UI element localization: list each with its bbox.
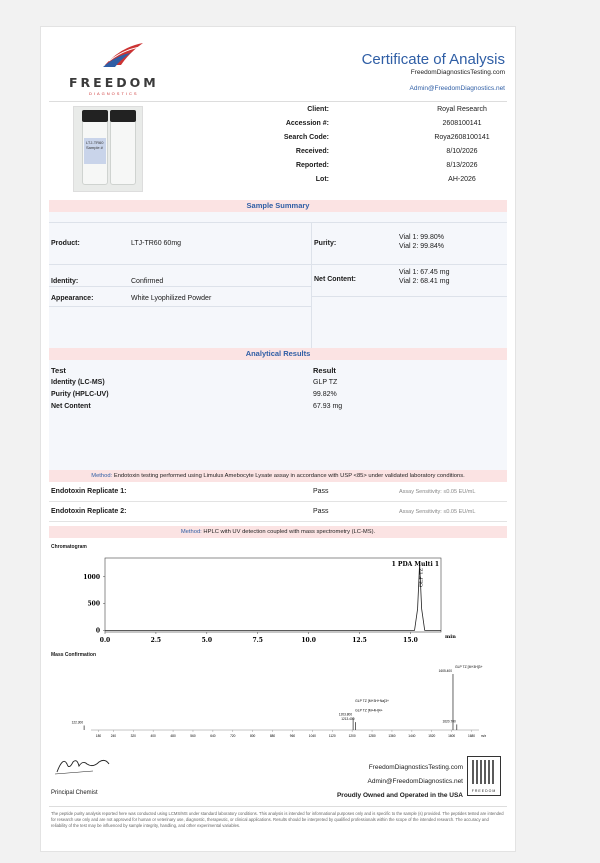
- mass-x-tick-label: 180: [95, 734, 102, 738]
- appearance-label: Appearance:: [51, 295, 94, 302]
- vial-label: LTJ-TR60 Sample #: [84, 138, 106, 164]
- mass-x-tick-label: 960: [289, 734, 296, 738]
- vial-image: [110, 117, 136, 185]
- plot-frame: [105, 558, 441, 632]
- x-tick-label: 0.0: [99, 637, 111, 644]
- hplc-method: Method: HPLC with UV detection coupled with mass spectrometry (LC-MS).: [49, 526, 507, 538]
- header-site[interactable]: FreedomDiagnosticsTesting.com: [410, 69, 505, 76]
- purity-vial-1: Vial 1: 99.80%: [399, 234, 445, 241]
- product-value: LTJ-TR60 60mg: [131, 240, 182, 247]
- mass-x-tick-label: 1680: [467, 734, 476, 738]
- info-row: Lot: AH-2026: [315, 176, 476, 183]
- mass-peak-label: 122.300: [71, 720, 84, 725]
- header: [49, 33, 507, 101]
- footer-ownership: Proudly Owned and Operated in the USA: [336, 792, 463, 799]
- freedom-logo: [69, 39, 159, 95]
- identity-label: Identity:: [51, 278, 79, 285]
- chemist-role: Principal Chemist: [51, 790, 98, 796]
- x-tick-label: 15.0: [403, 637, 418, 644]
- mass-peak-label: 1203.800: [338, 712, 353, 717]
- endotoxin-method: Method: Endotoxin testing performed using Limulus Amebocyte Lysate assay in accordance with USP <85> under validated laboratory conditions.: [49, 470, 507, 482]
- certificate-sheet: [40, 26, 516, 852]
- sample-info: [49, 102, 507, 200]
- info-row: Received: 8/10/2026: [295, 148, 478, 155]
- table-row: Identity (LC-MS) GLP TZ: [51, 379, 338, 386]
- endotoxin-row: Endotoxin Replicate 2: Pass Assay Sensitivity: ≤0.05 EU/mL: [49, 502, 507, 522]
- chromatogram-chart: [49, 552, 507, 650]
- mass-title: Mass Confirmation: [51, 652, 97, 658]
- purity-label: Purity:: [314, 240, 337, 247]
- x-tick-label: 7.5: [252, 637, 263, 644]
- x-tick-label: 5.0: [201, 637, 213, 644]
- footer-site[interactable]: FreedomDiagnosticsTesting.com: [368, 764, 463, 771]
- mass-x-tick-label: 400: [150, 734, 156, 738]
- footer: [49, 746, 507, 806]
- mass-ion-label: GLP TZ [M+3H+Na]3+: [355, 699, 390, 703]
- mass-x-tick-label: 1120: [328, 734, 336, 738]
- x-tick-label: 12.5: [352, 637, 367, 644]
- y-tick-label: 0: [95, 627, 100, 635]
- qr-code-icon[interactable]: FREEDOM: [467, 756, 501, 796]
- mass-x-tick-label: 480: [170, 734, 176, 738]
- chromatogram-trace: [105, 563, 441, 630]
- info-row: Client: Royal Research: [307, 106, 487, 113]
- info-row: Accession #: 2608100141: [285, 120, 482, 127]
- mass-x-tick-label: 320: [130, 734, 136, 738]
- mass-x-tick-label: 1520: [428, 734, 436, 738]
- analytical-results: [49, 360, 507, 470]
- page-title: Certificate of Analysis: [361, 51, 505, 68]
- mass-x-tick-label: 240: [110, 734, 117, 738]
- mass-peak-label: 1213.400: [341, 717, 355, 722]
- peak-label: GLP TZ: [418, 568, 425, 588]
- mass-unit: m/z: [481, 734, 487, 738]
- content-label: Net Content:: [314, 276, 356, 283]
- disclaimer: The peptide purity analysis reported here was conducted using LCMS/MS under standard laboratory conditions. This analysis is intended for informational purposes only and is specific to the sample (s) provided. The peptides tested are intended for research use only and are not approved for human or veterinary use, diagnostic, therapeutic, or clinical applications. Results should be interpreted by qualified professionals within the scope of the intended research. The accuracy and reliability of the test may be influenced by sample integrity, handling, and other experimental variables.: [49, 806, 507, 829]
- appearance-value: White Lyophilized Powder: [131, 295, 212, 302]
- vial-image: [82, 117, 108, 185]
- mass-peak-label: 1620.700: [442, 719, 456, 724]
- table-row: Net Content 67.93 mg: [51, 403, 343, 410]
- x-unit: min: [445, 634, 456, 640]
- chromatogram-svg: [49, 552, 507, 650]
- mass-svg: [49, 660, 507, 746]
- certificate-content: [49, 33, 507, 829]
- mass-x-tick-label: 1040: [308, 734, 316, 738]
- signature: [53, 754, 113, 776]
- mass-x-tick-label: 800: [250, 734, 256, 738]
- mass-x-tick-label: 1600: [448, 734, 456, 738]
- chromatogram-title: Chromatogram: [51, 544, 87, 550]
- content-vial-2: Vial 2: 68.41 mg: [399, 278, 450, 285]
- product-label: Product:: [51, 240, 80, 247]
- mass-x-tick-label: 640: [210, 734, 216, 738]
- detector-label: 1 PDA Multi 1: [391, 561, 439, 568]
- mass-spectrum-chart: [49, 660, 507, 746]
- x-tick-label: 10.0: [301, 637, 316, 644]
- mass-peak-label: 1605.400: [438, 669, 452, 673]
- x-tick-label: 2.5: [150, 637, 162, 644]
- mass-x-tick-label: 1200: [348, 734, 356, 738]
- footer-email[interactable]: Admin@FreedomDiagnostics.net: [367, 778, 463, 785]
- mass-x-tick-label: 720: [230, 734, 236, 738]
- brand-name: FREEDOM: [69, 75, 159, 90]
- flag-swoosh-icon: [69, 39, 159, 73]
- brand-subtitle: DIAGNOSTICS: [89, 91, 139, 96]
- info-row: Reported: 8/13/2026: [295, 162, 478, 169]
- y-tick-label: 1000: [83, 573, 100, 581]
- mass-ion-label: GLP TZ [M+3H]3+: [454, 665, 483, 669]
- purity-vial-2: Vial 2: 99.84%: [399, 243, 445, 250]
- mass-x-tick-label: 880: [269, 734, 276, 738]
- summary-heading: Sample Summary: [49, 200, 507, 212]
- mass-x-tick-label: 1280: [368, 734, 376, 738]
- header-email[interactable]: Admin@FreedomDiagnostics.net: [409, 85, 505, 92]
- sample-photo: [73, 106, 143, 192]
- results-header: Test Result: [51, 366, 336, 375]
- content-vial-1: Vial 1: 67.45 mg: [399, 269, 450, 276]
- mass-x-tick-label: 560: [190, 734, 196, 738]
- info-row: Search Code: Roya2608100141: [283, 134, 490, 141]
- analytical-heading: Analytical Results: [49, 348, 507, 360]
- identity-value: Confirmed: [131, 278, 164, 285]
- mass-x-tick-label: 1440: [408, 734, 416, 738]
- sample-summary: [49, 212, 507, 348]
- endotoxin-row: Endotoxin Replicate 1: Pass Assay Sensitivity: ≤0.05 EU/mL: [49, 482, 507, 502]
- mass-ion-label: GLP TZ [M+4H]4+: [355, 708, 383, 713]
- y-tick-label: 500: [87, 600, 100, 608]
- table-row: Purity (HPLC-UV) 99.82%: [51, 391, 337, 398]
- mass-x-tick-label: 1360: [388, 734, 396, 738]
